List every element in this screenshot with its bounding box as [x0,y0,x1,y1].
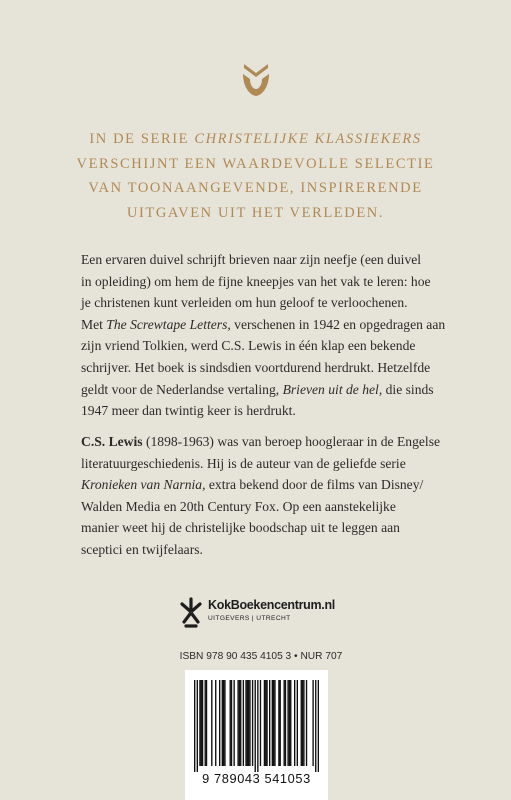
blurb-text: geldt voor de Nederlandse vertaling, [81,381,283,397]
barcode-bar [255,680,256,772]
barcode-bar [240,680,241,766]
barcode-bar [318,680,319,772]
barcode-bar [290,680,291,766]
kok-star-logo-icon [178,595,204,629]
barcode-bar [231,680,232,766]
publisher-crest-logo [241,62,271,98]
author-text: (1898-1963) was van beroep hoogleraar in de Engelse [142,434,441,449]
barcode-bar [265,680,266,766]
barcode-bar [283,680,284,766]
series-line-4: UITGAVEN UIT HET VERLEDEN. [126,204,385,221]
barcode-bar [278,680,279,766]
barcode-bar [280,680,281,766]
blurb-line [81,314,446,336]
author-line [81,474,441,496]
barcode-digits: 9 789043 541053 [202,771,311,786]
series-line-2: VERSCHIJNT EEN WAARDEVOLLE SELECTIE [76,155,435,172]
barcode-bar [272,680,273,766]
book-blurb [81,249,446,422]
barcode-bar [230,680,231,766]
barcode-bar [233,680,234,766]
barcode-bar [266,680,267,766]
ean13-barcode [194,680,319,772]
barcode-bar [222,680,223,766]
barcode-bar [199,680,200,766]
barcode-bar [302,680,303,766]
blurb-text: verschenen in 1942 en opgedragen aan [230,316,446,332]
barcode-bar [274,680,275,766]
barcode-bar [252,680,253,766]
barcode-bar [306,680,307,766]
barcode-bar [224,680,225,766]
heart-crest-icon [241,62,271,98]
series-line-1 [70,127,441,152]
barcode-bar [194,680,195,772]
barcode-bar [206,680,207,766]
barcode-bar [243,680,244,766]
barcode-bar [211,680,212,766]
blurb-line: zijn vriend Tolkien, werd C.S. Lewis in één klap een bekende [81,338,416,354]
series-name: CHRISTELIJKE KLASSIEKERS [194,131,422,147]
barcode-bar [315,680,316,772]
barcode-bar [249,680,250,766]
barcode-bar [239,680,240,766]
barcode-bar [303,680,304,766]
author-line: literatuurgeschiedenis. Hij is de auteur van de geliefde serie [81,455,406,471]
publisher-name: KokBoekencentrum.nl [208,598,335,612]
barcode-bar [297,680,298,766]
author-line [81,431,441,453]
blurb-line: 1947 meer dan twintig keer is herdrukt. [81,403,296,419]
barcode-bar [289,680,290,766]
barcode-bar [312,680,313,766]
author-text: extra bekend door de films van Disney/ [205,477,424,493]
barcode-bar [287,680,288,766]
barcode-panel [185,670,328,800]
barcode-bar [247,680,248,766]
barcode-bar [223,680,224,766]
barcode-bar [237,680,238,766]
barcode-bar [215,680,216,766]
barcode-bar [264,680,265,766]
author-line: sceptici en twijfelaars. [81,541,203,557]
blurb-text: die sinds [382,381,434,397]
dutch-title: Brieven uit de hel, [282,381,383,397]
barcode-bar [201,680,202,766]
blurb-text: Met [81,316,107,332]
publisher-subtitle: UITGEVERS | UTRECHT [208,615,291,622]
publisher-logo [178,595,353,631]
isbn-line: ISBN 978 90 435 4105 3 • NUR 707 [179,651,343,662]
barcode-bar [205,680,206,766]
barcode-bar [260,680,261,766]
blurb-line: schrijver. Het boek is sindsdien voortdurend herdrukt. Hetzelfde [81,359,431,375]
barcode-bar [202,680,203,766]
barcode-bar [245,680,246,766]
barcode-bar [269,680,270,766]
barcode-bar [219,680,220,766]
series-line-3: VAN TOONAANGEVENDE, INSPIRERENDE [88,180,423,196]
author-line: Walden Media en 20th Century Fox. Op een aanstekelijke [81,498,396,514]
author-bio [81,431,441,561]
barcode-bar [294,680,295,766]
series-statement [70,127,441,225]
blurb-line: Een ervaren duivel schrijft brieven naar zijn neefje (een duivel [81,252,422,267]
blurb-line: je christenen kunt verleiden om hun geloof te verloochenen. [81,295,408,311]
barcode-bar [248,680,249,766]
series-title-narnia: Kronieken van Narnia, [81,477,206,493]
barcode-bar [257,680,258,772]
series-line-1-text: IN DE SERIE [89,131,195,147]
blurb-line [81,379,441,401]
barcode-bar [273,680,274,766]
barcode-bar [285,680,286,766]
barcode-bar [301,680,302,766]
author-name: C.S. Lewis [81,434,143,449]
blurb-line: in opleiding) om hem de fijne kneepjes van het vak te leren: hoe [81,273,431,289]
author-line: manier weet hij de christelijke boodschap uit te leggen aan [81,520,400,536]
barcode-bar [197,680,198,772]
original-title: The Screwtape Letters, [106,316,231,332]
